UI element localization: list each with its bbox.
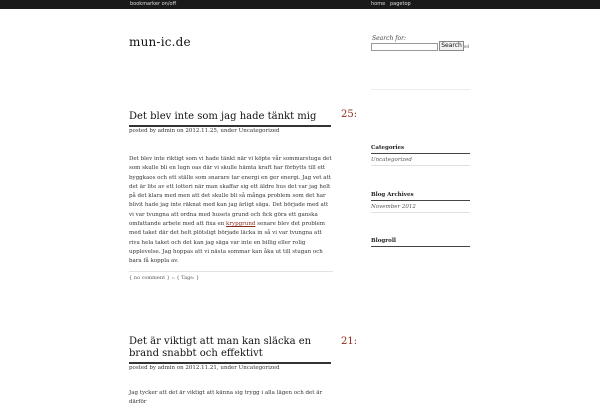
post-title[interactable]: Det är viktigt att man kan släcka en brand snabbt och effektivt — [129, 336, 331, 364]
post-date-day: 25: — [341, 109, 358, 120]
search-input[interactable] — [371, 43, 438, 51]
post-date-day: 21: — [341, 336, 358, 347]
post-title[interactable]: Det blev inte som jag hade tänkt mig — [129, 111, 331, 127]
pagetop-link[interactable]: pagetop — [390, 1, 411, 7]
post-footer[interactable]: { no comment } :: { Tags: } — [129, 271, 333, 281]
search-label: Search for: — [372, 35, 406, 42]
post-meta: posted by admin on 2012.11.21, under Uncategorized — [129, 365, 280, 371]
widget-title-archives: Blog Archives — [371, 192, 470, 201]
site-title[interactable]: mun-ic.de — [129, 35, 191, 49]
widget-title-categories: Categories — [371, 145, 470, 154]
widget-title-blogroll: Blogroll — [371, 238, 470, 247]
bookmarker-toggle-link[interactable]: bookmarker on/off — [130, 1, 177, 7]
category-link[interactable]: Uncategorized — [371, 157, 470, 166]
post-body — [129, 389, 334, 408]
post-body-text: Jag tycker att det är viktigt att känna sig trygg i alla lägen och det är därför — [129, 390, 323, 406]
post-body-text-continued: senare blev det problem med taket där det helt plötsligt började läcka in så vi var tvungna att riva hela taket och det kan jag säga var inte en billig eller rolig upplevelse. Jag hoppas att vi nästa sommar kan åka ut till stugan och bara få koppla av. — [129, 221, 326, 265]
home-link[interactable]: home — [371, 1, 386, 7]
search-extra-text: ed — [464, 44, 469, 49]
sidebar-divider — [371, 89, 470, 90]
archive-link[interactable]: November 2012 — [371, 204, 470, 213]
top-bar — [0, 0, 600, 9]
post-meta: posted by admin on 2012.11.25, under Uncategorized — [129, 128, 280, 134]
post-body-link[interactable]: krypgrund — [226, 221, 256, 228]
search-button[interactable]: Search — [439, 41, 464, 51]
post-body-text: Det blev inte riktigt som vi hade tänkt när vi köpte vår sommarstuga det som skulle bli en lugn oas där vi skulle hämta kraft har förbytts till ett byggkaos och ett ställe som snarare tar energi en ger energi. Jag vet att det är lite av ett lotteri när man skaffar sig ett äldre hus det var jag helt på det klara med men att det skulle bli så många problem som det har blivit hade jag inte räknat med kan jag ärligt säga. Det började med att vi var tvungna att ordna med husets grund och fick göra ett ganska omfattande arbete med att fixa en — [129, 156, 332, 228]
post-body — [129, 155, 334, 267]
